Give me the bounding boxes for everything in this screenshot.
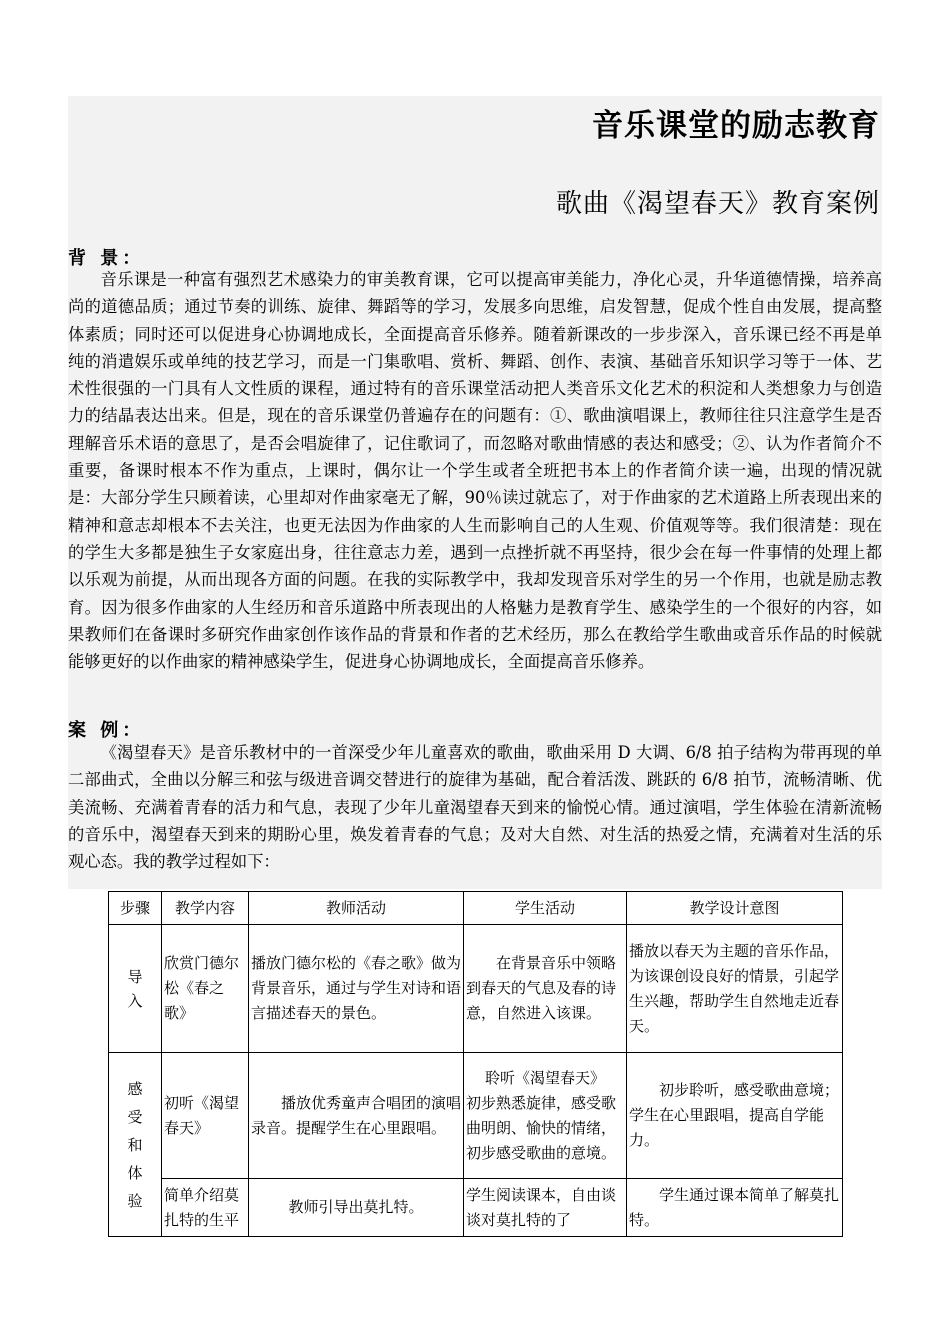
background-heading: 背 景： bbox=[68, 248, 145, 269]
table-row bbox=[109, 925, 843, 1053]
header-design-intent: 教学设计意图 bbox=[627, 892, 843, 925]
step-label: 导入 bbox=[127, 967, 143, 1010]
teacher-activity-cell: 播放优秀童声合唱团的演唱录音。提醒学生在心里跟唱。 bbox=[249, 1053, 464, 1179]
student-activity-text: 初步熟悉旋律，感受歌曲明朗、愉快的情绪，初步感受歌曲的意境。 bbox=[466, 1093, 617, 1162]
content-cell: 简单介绍莫扎特的生平 bbox=[162, 1179, 249, 1237]
student-activity-cell: 在背景音乐中领略到春天的气息及春的诗意，自然进入该课。 bbox=[464, 925, 627, 1053]
header-teacher-activity: 教师活动 bbox=[249, 892, 464, 925]
table-row bbox=[109, 1053, 843, 1179]
step-cell bbox=[109, 1053, 162, 1237]
step-label: 感受和体验 bbox=[127, 1079, 143, 1210]
student-activity-cell bbox=[464, 1053, 627, 1179]
student-activity-cell: 学生阅读课本，自由谈谈对莫扎特的了 bbox=[464, 1179, 627, 1237]
design-intent-cell: 初步聆听，感受歌曲意境；学生在心里跟唱，提高自学能力。 bbox=[627, 1053, 843, 1179]
content-cell: 初听《渴望春天》 bbox=[162, 1053, 249, 1179]
document-title: 音乐课堂的励志教育 bbox=[592, 108, 880, 144]
content-cell: 欣赏门德尔松《春之歌》 bbox=[162, 925, 249, 1053]
header-student-activity: 学生活动 bbox=[464, 892, 627, 925]
case-paragraph: 《渴望春天》是音乐教材中的一首深受少年儿童喜欢的歌曲，歌曲采用 D 大调、6/8 拍子结构为带再现的单二部曲式，全曲以分解三和弦与级进音调交替进行的旋律为基础，配合着活泼、跳跃的 6/8 拍节，流畅清晰、优美流畅、充满着青春的活力和气息，表现了少年儿童渴望春天到来的愉悦心情。通过演唱，学生体验在清新流畅的音乐中，渴望春天到来的期盼心里，焕发着青春的气息；及对大自然、对生活的热爱之情，充满着对生活的乐观心态。我的教学过程如下： bbox=[68, 743, 882, 872]
document-subtitle: 歌曲《渴望春天》教育案例 bbox=[555, 189, 880, 219]
design-intent-cell: 播放以春天为主题的音乐作品，为该课创设良好的情景，引起学生兴趣，帮助学生自然地走近春天。 bbox=[627, 925, 843, 1053]
background-paragraph: 音乐课是一种富有强烈艺术感染力的审美教育课，它可以提高审美能力，净化心灵，升华道德情操，培养高尚的道德品质；通过节奏的训练、旋律、舞蹈等的学习，发展多向思维，启发智慧，促成个性自由发展，提高整体素质；同时还可以促进身心协调地成长，全面提高音乐修养。随着新课改的一步步深入，音乐课已经不再是单纯的消遣娱乐或单纯的技艺学习，而是一门集歌唱、赏析、舞蹈、创作、表演、基础音乐知识学习等于一体、艺术性很强的一门具有人文性质的课程，通过特有的音乐课堂活动把人类音乐文化艺术的积淀和人类想象力与创造力的结晶表达出来。但是，现在的音乐课堂仍普遍存在的问题有：①、歌曲演唱课上，教师往往只注意学生是否理解音乐术语的意思了，是否会唱旋律了，记住歌词了，而忽略对歌曲情感的表达和感受；②、认为作者简介不重要，备课时根本不作为重点，上课时，偶尔让一个学生或者全班把书本上的作者简介读一遍，出现的情况就是：大部分学生只顾着读，心里却对作曲家毫无了解，90％读过就忘了，对于作曲家的艺术道路上所表现出来的精神和意志却根本不去关注，也更无法因为作曲家的人生而影响自己的人生观、价值观等等。我们很清楚：现在的学生大多都是独生子女家庭出身，往往意志力差，遇到一点挫折就不再坚持，很少会在每一件事情的处理上都以乐观为前提，从而出现各方面的问题。在我的实际教学中，我却发现音乐对学生的另一个作用，也就是励志教育。因为很多作曲家的人生经历和音乐道路中所表现出的人格魅力是教育学生、感染学生的一个很好的内容，如果教师们在备课时多研究作曲家创作该作品的背景和作者的艺术经历，那么在教给学生歌曲或音乐作品的时候就能够更好的以作曲家的精神感染学生，促进身心协调地成长，全面提高音乐修养。 bbox=[68, 270, 882, 672]
header-step: 步骤 bbox=[109, 892, 162, 925]
table-header-row bbox=[109, 892, 843, 925]
header-content: 教学内容 bbox=[162, 892, 249, 925]
teaching-plan-table bbox=[108, 891, 843, 1237]
case-heading: 案 例： bbox=[68, 720, 145, 741]
teacher-activity-cell: 教师引导出莫扎特。 bbox=[249, 1179, 464, 1237]
design-intent-cell: 学生通过课本简单了解莫扎特。 bbox=[627, 1179, 843, 1237]
step-cell bbox=[109, 925, 162, 1053]
teacher-activity-cell: 播放门德尔松的《春之歌》做为背景音乐，通过与学生对诗和语言描述春天的景色。 bbox=[249, 925, 464, 1053]
student-activity-title: 聆听《渴望春天》 bbox=[484, 1068, 605, 1087]
table-row bbox=[109, 1179, 843, 1237]
